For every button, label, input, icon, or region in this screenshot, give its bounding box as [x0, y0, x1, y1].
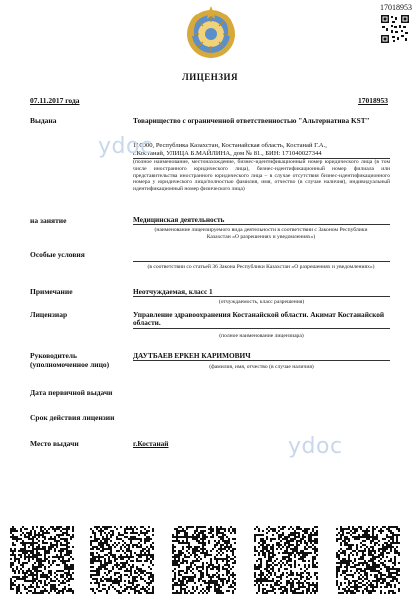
issued-caption: (полное наименование, местонахождение, бизнес-идентификационный номер юридического лица (в том числе иностранного юридического лица), бизнес-идентификационный номер филиала или представительства иностранного юридического лица – в случае отсутствия бизнес-идентификационного номера у юридического лица/полностью фамилия, имя, отчество (в случае наличия), индивидуальный идентификационный номер физического лица): [133, 159, 390, 193]
note-label: Примечание: [30, 287, 73, 296]
licensor-value: Управление здравоохранения Костанайской области. Акимат Костанайской области.: [133, 311, 390, 329]
activity-caption: (наименование лицензируемого вида деятельности в соответствии с Законом Республики Казахстан «О разрешениях и уведомлениях»): [154, 227, 368, 240]
note-value: Неотчуждаемая, класс 1: [133, 288, 390, 297]
document-number-top: 17018953: [380, 3, 412, 12]
watermark-top: ydoc: [98, 134, 153, 159]
issued-address-line-1: 110000, Республика Казахстан, Костанайская область, Костанай Г.А.,: [133, 142, 327, 149]
security-stamp-icon: [254, 526, 318, 594]
security-stamp-icon: [172, 526, 236, 594]
head-label: Руководитель (уполномоченное лицо): [30, 351, 110, 369]
watermark-bottom: ydoc: [288, 434, 343, 459]
licensor-caption: (полное наименование лицензиара): [219, 333, 304, 339]
special-conditions-caption: (в соответствии со статьей 36 Закона Республики Казахстан «О разрешениях и уведомлениях»): [147, 264, 375, 270]
security-stamp-icon: [336, 526, 400, 594]
first-issue-date-label: Дата первичной выдачи: [30, 388, 113, 397]
place-of-issue-value: г.Костанай: [133, 439, 169, 448]
qr-code-icon: [380, 14, 410, 44]
license-number: 17018953: [358, 96, 388, 105]
security-stamp-icon: [90, 526, 154, 594]
note-caption: (отчуждаемость, класс разрешения): [218, 299, 305, 305]
head-caption: (фамилия, имя, отчество (в случае наличия): [209, 364, 314, 370]
issue-date: 07.11.2017 года: [30, 96, 80, 105]
special-conditions-line: [133, 259, 390, 262]
activity-label: на занятие: [30, 216, 67, 225]
place-of-issue-label: Место выдачи: [30, 439, 79, 448]
special-conditions-label: Особые условия: [30, 250, 85, 259]
validity-label: Срок действия лицензии: [30, 413, 115, 422]
security-stamp-icon: [10, 526, 74, 594]
licensor-label: Лицензиар: [30, 310, 68, 319]
head-value: ДАУТБАЕВ ЕРКЕН КАРИМОВИЧ: [133, 352, 390, 361]
issued-label: Выдана: [30, 116, 57, 125]
state-emblem-icon: [185, 6, 237, 60]
issued-address-line-2: г.Костанай, УЛИЦА Б.МАЙЛИНА, дом № 81., БИН: 171040027344: [133, 150, 390, 159]
activity-value: Медицинская деятельность: [133, 216, 390, 225]
document-title: ЛИЦЕНЗИЯ: [182, 72, 238, 82]
issued-name: Товарищество с ограниченной ответственностью "Альтернатива KST": [133, 116, 370, 125]
